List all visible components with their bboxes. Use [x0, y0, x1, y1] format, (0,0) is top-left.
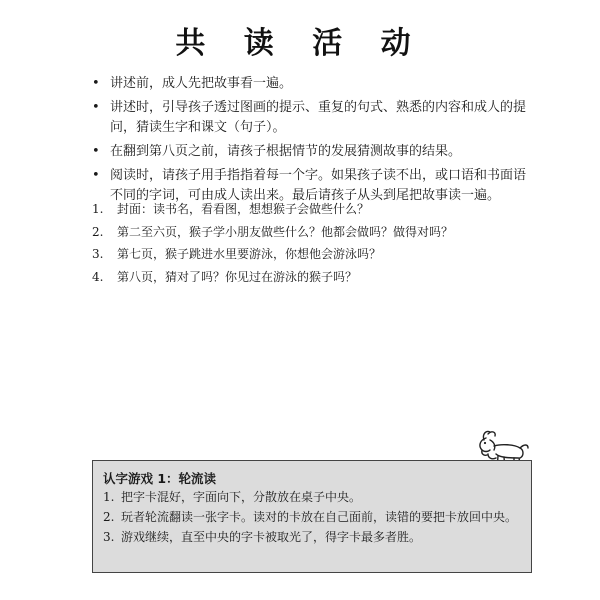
list-item: 2. 玩者轮流翻读一张字卡。读对的卡放在自己面前，读错的要把卡放回中央。: [103, 510, 518, 524]
guidance-list: [92, 74, 532, 210]
list-item: • 讲述前，成人先把故事看一遍。: [92, 76, 293, 91]
list-item: 3. 游戏继续，直至中央的字卡被取光了，得字卡最多者胜。: [103, 530, 422, 544]
list-item: 3. 第七页，猴子跳进水里要游泳，你想他会游泳吗？: [92, 247, 382, 261]
page-title: 共 读 活 动: [175, 26, 425, 61]
list-item: 4. 第八页，猜对了吗？你见过在游泳的猴子吗？: [92, 269, 358, 284]
list-item: 2. 第二至六页，猴子学小朋友做些什么？他都会做吗？做得对吗？: [92, 224, 454, 239]
list-item: • 讲述时，引导孩子透过图画的提示、重复的句式、熟悉的内容和成人的提问，猜读生字和课文（句子）。: [92, 100, 527, 135]
game-steps-list: [103, 489, 521, 549]
list-item: 1. 把字卡混好，字面向下，分散放在桌子中央。: [103, 490, 362, 504]
list-item: 1. 封面：读书名，看看图，想想猴子会做些什么？: [92, 202, 370, 216]
game-instructions-box: [92, 460, 532, 573]
list-item: • 在翻到第八页之前，请孩子根据情节的发展猜测故事的结果。: [92, 144, 462, 159]
question-list: [92, 200, 532, 290]
list-item: • 阅读时，请孩子用手指指着每一个字。如果孩子读不出，或口语和书面语不同的字词，可由成人读出来。最后请孩子从头到尾把故事读一遍。: [92, 168, 527, 203]
game-title: 认字游戏 1：轮流读: [103, 471, 217, 486]
